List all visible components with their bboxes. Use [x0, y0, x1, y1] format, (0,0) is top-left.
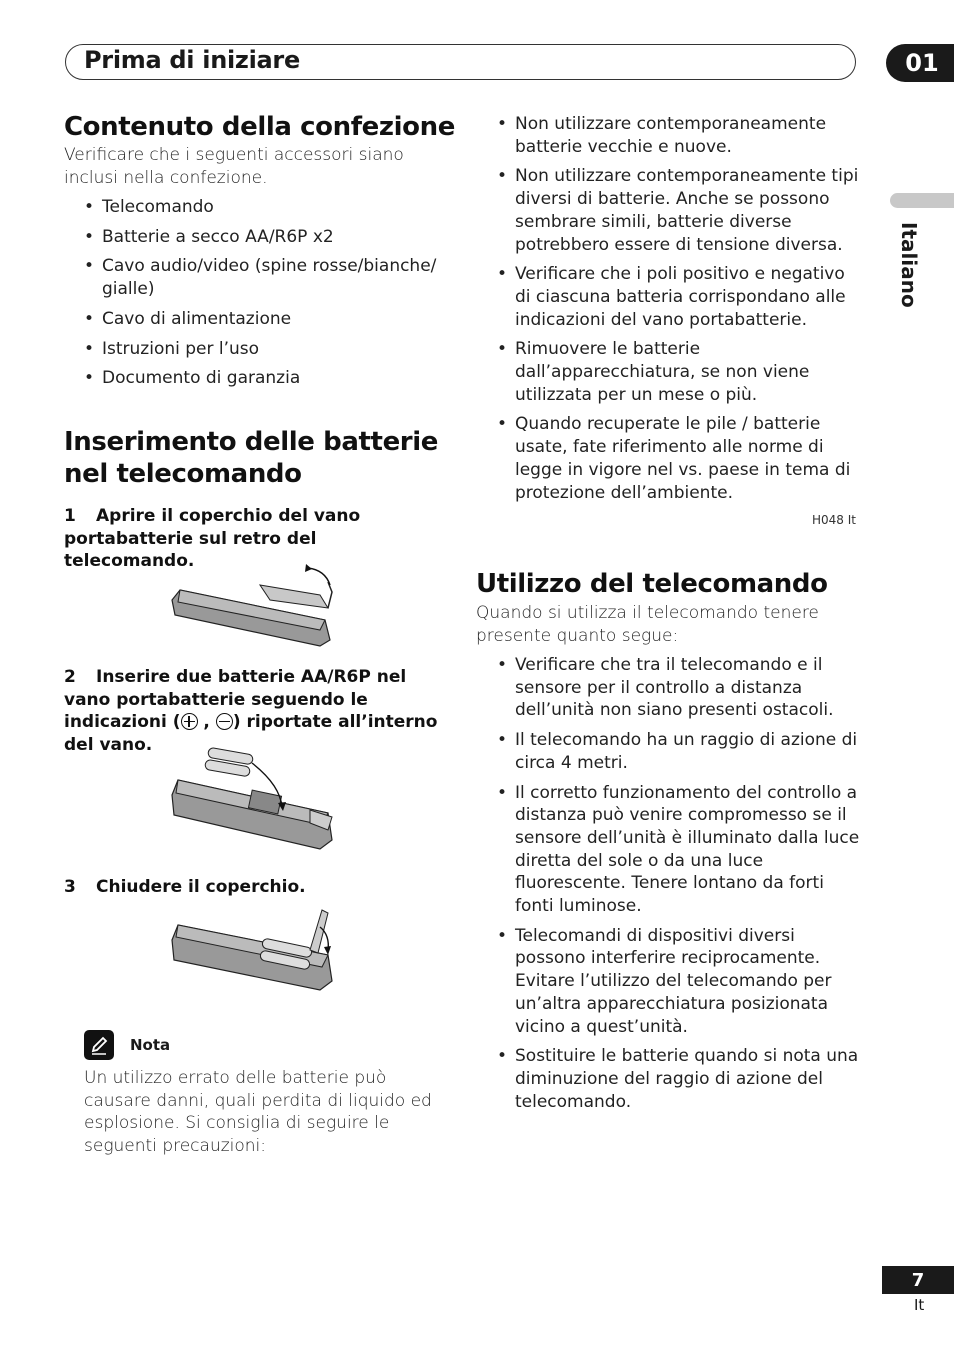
list-item: • Non utilizzare contemporaneamente tipi diversi di batterie. Anche se possono sembrare simili, batterie diverse potrebbero essere di tensione diversa.	[497, 166, 859, 255]
utilizzo-list	[477, 654, 862, 1120]
utilizzo-intro: Quando si utilizza il telecomando tenere presente quanto segue:	[476, 603, 819, 646]
note-label: Nota	[130, 1036, 171, 1054]
list-item: • Istruzioni per l’uso	[84, 338, 260, 359]
list-item: • Sostituire le batterie quando si nota una diminuzione del raggio di azione del telecomando.	[497, 1046, 859, 1112]
language-label: Italiano	[897, 222, 921, 308]
page-number: 7	[882, 1266, 954, 1294]
step-2: 2 Inserire due batterie AA/R6P nel vano portabatterie seguendo le indicazioni ( , ) riportate all’interno del vano.	[64, 667, 438, 756]
list-item: • Rimuovere le batterie dall’apparecchiatura, se non viene utilizzata per un mese o più.	[497, 339, 810, 405]
note-text: Un utilizzo errato delle batterie può causare danni, quali perdita di liquido ed esplosione. Si consiglia di seguire le seguenti precauzioni:	[84, 1068, 432, 1157]
note-icon	[84, 1030, 114, 1060]
page-language-code: It	[914, 1296, 925, 1314]
contenuto-list	[64, 196, 454, 397]
section-title-utilizzo: Utilizzo del telecomando	[476, 569, 828, 599]
pencil-icon	[84, 1030, 114, 1060]
plus-sign-icon	[181, 713, 198, 730]
reference-code: H048 It	[812, 513, 856, 527]
section-title-inserimento: Inserimento delle batterie nel telecomando	[64, 427, 438, 489]
step-3: 3 Chiudere il coperchio.	[64, 877, 306, 897]
list-item: • Cavo audio/video (spine rosse/bianche/ gialle)	[84, 256, 437, 300]
page-title: Prima di iniziare	[84, 46, 300, 74]
remote-open-cover-illustration	[170, 560, 340, 650]
language-tab	[890, 193, 954, 208]
list-item: • Verificare che tra il telecomando e il sensore per il controllo a distanza dell’unità non siano presenti ostacoli.	[497, 655, 834, 721]
battery-insert-illustration	[170, 745, 340, 855]
remote-close-cover-illustration	[170, 905, 340, 995]
list-item: • Il corretto funzionamento del controllo a distanza può venire compromesso se il sensore dell’unità è illuminato dalla luce diretta del sole o da una luce fluorescente. Tenere lontano da forti fonti luminose.	[497, 782, 860, 917]
list-item: • Quando recuperate le pile / batterie usate, fate riferimento alle norme di legge in vigore nel vs. paese in tema di protezione dell’ambiente.	[497, 414, 851, 503]
list-item: • Documento di garanzia	[84, 368, 301, 389]
step-1: 1 Aprire il coperchio del vano portabatterie sul retro del telecomando.	[64, 506, 361, 572]
precauzioni-list	[477, 113, 862, 511]
section-title-contenuto: Contenuto della confezione	[64, 112, 455, 142]
minus-sign-icon	[216, 713, 233, 730]
list-item: • Il telecomando ha un raggio di azione di circa 4 metri.	[497, 730, 858, 773]
chapter-badge: 01	[886, 44, 954, 82]
list-item: • Telecomando	[84, 197, 214, 217]
list-item: • Non utilizzare contemporaneamente batterie vecchie e nuove.	[497, 114, 827, 157]
list-item: • Cavo di alimentazione	[84, 308, 292, 329]
list-item: • Batterie a secco AA/R6P x2	[84, 226, 334, 247]
list-item: • Telecomandi di dispositivi diversi possono interferire reciprocamente. Evitare l’utilizzo del telecomando per un’altra apparecchiatura posizionata vicino a quest’unità.	[497, 925, 832, 1037]
list-item: • Verificare che i poli positivo e negativo di ciascuna batteria corrispondano alle indicazioni del vano portabatterie.	[497, 264, 846, 330]
contenuto-intro: Verificare che i seguenti accessori siano inclusi nella confezione.	[64, 145, 404, 188]
